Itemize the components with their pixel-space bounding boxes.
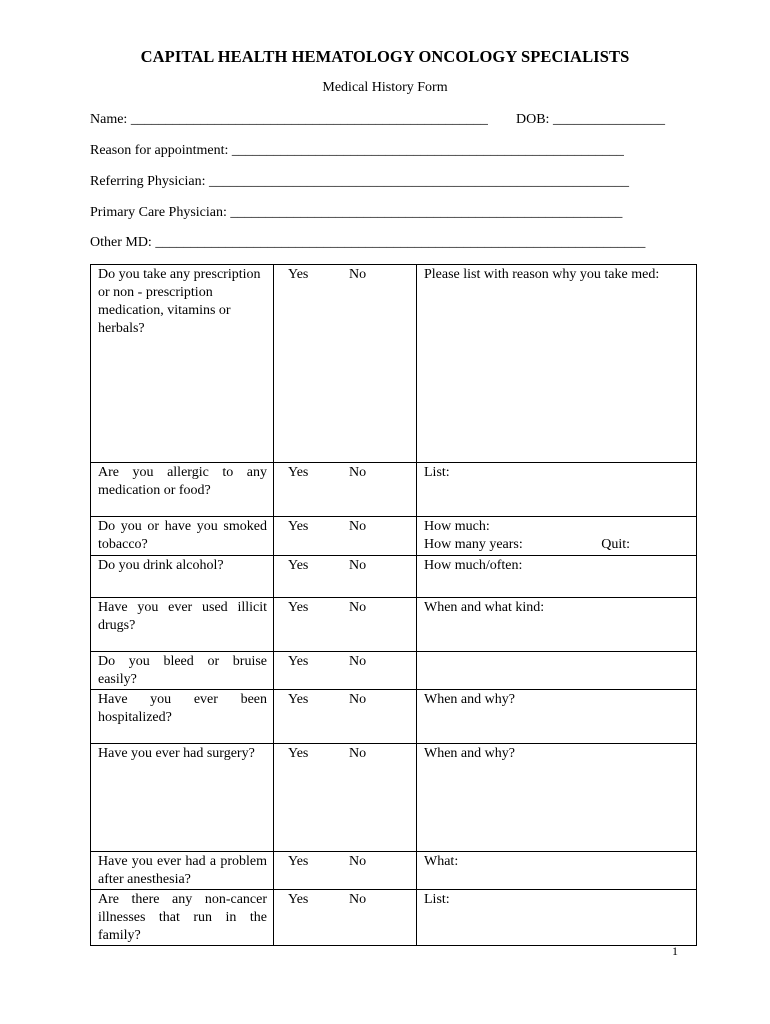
form-subtitle: Medical History Form: [322, 80, 448, 95]
no-option[interactable]: No: [349, 692, 367, 707]
question-cell: Do you or have you smoked tobacco?: [91, 517, 274, 556]
question-cell: Have you ever had a problem after anesthesia?: [91, 852, 274, 890]
yes-no-cell[interactable]: [274, 517, 417, 556]
how-much-label: How much:: [424, 519, 490, 534]
table-row: [91, 598, 697, 652]
table-row: [91, 744, 697, 852]
reason-field[interactable]: Reason for appointment: ________________________________________________________: [90, 143, 624, 158]
no-option[interactable]: No: [349, 854, 367, 869]
detail-cell[interactable]: What:: [417, 852, 697, 890]
yes-option[interactable]: Yes: [288, 892, 309, 907]
no-option[interactable]: No: [349, 600, 367, 615]
yes-no-cell[interactable]: [274, 652, 417, 690]
other-md-field[interactable]: Other MD: ______________________________________________________________________: [90, 235, 646, 250]
yes-option[interactable]: Yes: [288, 558, 309, 573]
yes-no-cell[interactable]: [274, 744, 417, 852]
no-option[interactable]: No: [349, 465, 367, 480]
yes-option[interactable]: Yes: [288, 465, 309, 480]
referring-physician-field[interactable]: Referring Physician: ____________________________________________________________: [90, 174, 629, 189]
yes-no-cell[interactable]: [274, 556, 417, 598]
detail-cell[interactable]: When and why?: [417, 690, 697, 744]
yes-no-cell[interactable]: [274, 265, 417, 463]
yes-no-cell[interactable]: [274, 463, 417, 517]
dob-field[interactable]: DOB: ________________: [516, 112, 665, 127]
question-cell: Have you ever had surgery?: [91, 744, 274, 852]
quit-label: Quit:: [601, 537, 630, 552]
no-option[interactable]: No: [349, 746, 367, 761]
detail-cell[interactable]: List:: [417, 890, 697, 946]
yes-option[interactable]: Yes: [288, 654, 309, 669]
table-row: [91, 652, 697, 690]
detail-cell[interactable]: When and what kind:: [417, 598, 697, 652]
detail-cell[interactable]: When and why?: [417, 744, 697, 852]
yes-option[interactable]: Yes: [288, 267, 309, 282]
how-many-years-label: How many years:: [424, 537, 523, 552]
yes-option[interactable]: Yes: [288, 746, 309, 761]
no-option[interactable]: No: [349, 654, 367, 669]
question-cell: Do you bleed or bruise easily?: [91, 652, 274, 690]
no-option[interactable]: No: [349, 519, 367, 534]
yes-option[interactable]: Yes: [288, 600, 309, 615]
yes-option[interactable]: Yes: [288, 519, 309, 534]
table-row: [91, 690, 697, 744]
medical-history-table: [90, 264, 697, 946]
yes-option[interactable]: Yes: [288, 692, 309, 707]
name-field[interactable]: Name: ___________________________________________________: [90, 112, 488, 127]
page-number: 1: [672, 944, 678, 958]
detail-cell[interactable]: [417, 652, 697, 690]
question-cell: Do you drink alcohol?: [91, 556, 274, 598]
question-cell: Have you ever used illicit drugs?: [91, 598, 274, 652]
yes-option[interactable]: Yes: [288, 854, 309, 869]
yes-no-cell[interactable]: [274, 690, 417, 744]
form-title: CAPITAL HEALTH HEMATOLOGY ONCOLOGY SPECIALISTS: [140, 47, 630, 66]
table-row: [91, 890, 697, 946]
detail-cell[interactable]: [417, 517, 697, 556]
no-option[interactable]: No: [349, 558, 367, 573]
question-cell: Do you take any prescription or non - prescription medication, vitamins or herbals?: [91, 265, 274, 463]
no-option[interactable]: No: [349, 267, 367, 282]
table-row: [91, 463, 697, 517]
table-row: [91, 852, 697, 890]
yes-no-cell[interactable]: [274, 890, 417, 946]
detail-cell[interactable]: Please list with reason why you take med:: [417, 265, 697, 463]
table-row: [91, 556, 697, 598]
detail-cell[interactable]: How much/often:: [417, 556, 697, 598]
question-cell: Are you allergic to any medication or food?: [91, 463, 274, 517]
primary-care-physician-field[interactable]: Primary Care Physician: ________________________________________________________: [90, 205, 623, 220]
yes-no-cell[interactable]: [274, 852, 417, 890]
yes-no-cell[interactable]: [274, 598, 417, 652]
question-cell: Are there any non-cancer illnesses that run in the family?: [91, 890, 274, 946]
question-cell: Have you ever been hospitalized?: [91, 690, 274, 744]
table-row: [91, 517, 697, 556]
table-row: [91, 265, 697, 463]
no-option[interactable]: No: [349, 892, 367, 907]
detail-cell[interactable]: List:: [417, 463, 697, 517]
